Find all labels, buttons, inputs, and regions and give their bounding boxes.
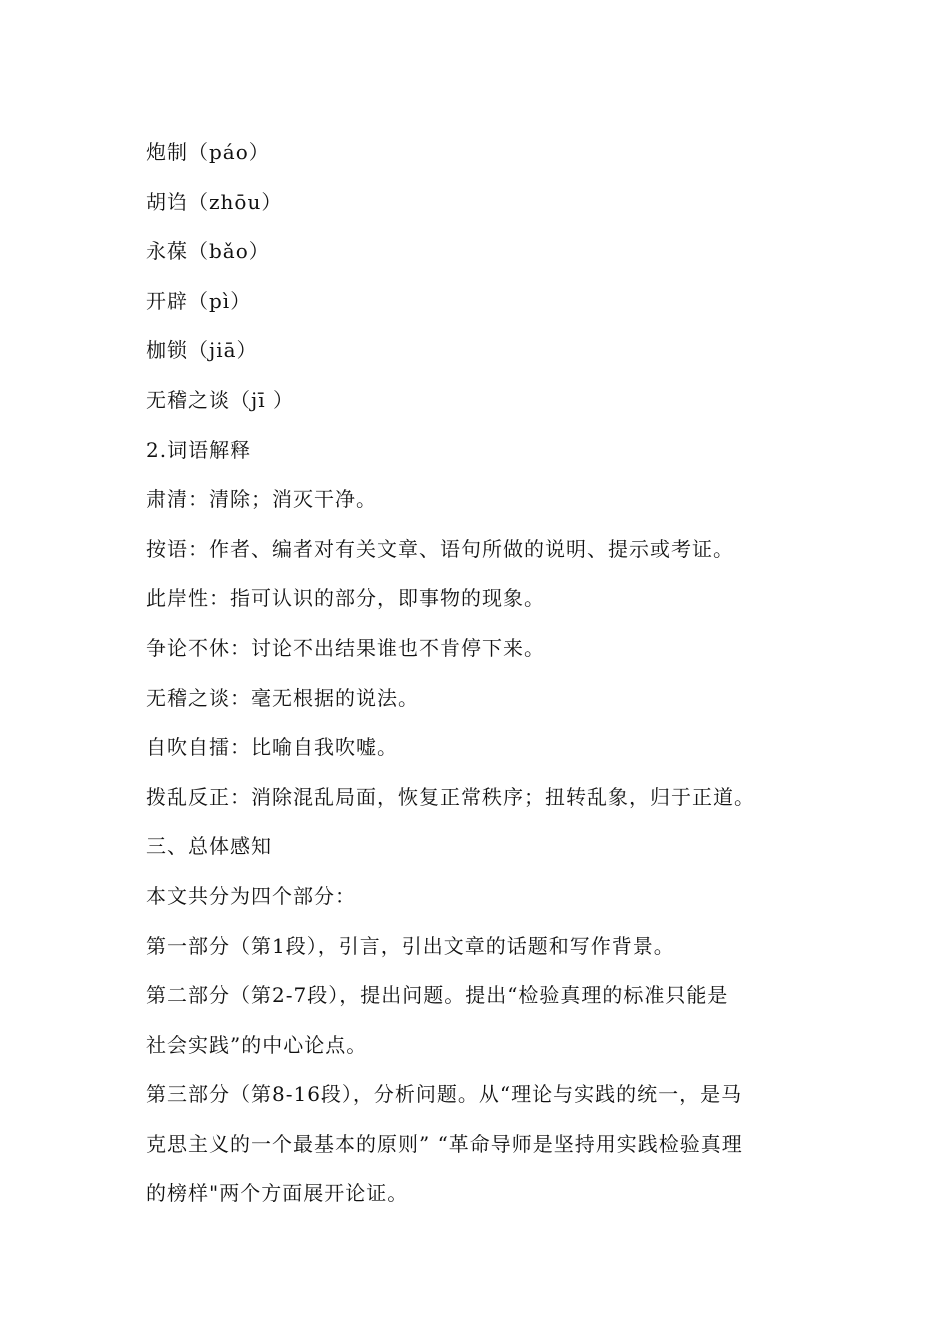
- pinyin-line-kaipi: 开辟（pì）: [146, 288, 252, 313]
- pinyin-line-paozhi: 炮制（páo）: [146, 140, 270, 164]
- paragraph-intro: 本文共分为四个部分：: [146, 883, 356, 908]
- paragraph-part-one: 第一部分（第1段），引言，引出文章的话题和写作背景。: [146, 933, 675, 958]
- paragraph-part-three-line-3: 的榜样"两个方面展开论证。: [146, 1181, 409, 1206]
- pinyin-line-jiasuo: 枷锁（jiā）: [146, 338, 258, 363]
- definition-zichuizilei: 自吹自擂：比喻自我吹嘘。: [146, 735, 398, 760]
- paragraph-part-three-line-2: 克思主义的一个最基本的原则” “革命导师是坚持用实践检验真理: [146, 1131, 743, 1156]
- paragraph-part-two-line-1: 第二部分（第2-7段），提出问题。提出“检验真理的标准只能是: [146, 983, 729, 1008]
- pinyin-line-wujizhitan: 无稽之谈（jī ）: [146, 387, 294, 412]
- paragraph-part-two-line-2: 社会实践”的中心论点。: [146, 1032, 368, 1057]
- section-heading-vocabulary: 2.词语解释: [146, 437, 252, 462]
- definition-zhenglunbuxiu: 争论不休：讨论不出结果谁也不肯停下来。: [146, 635, 545, 660]
- definition-suqing: 肃清：清除；消灭干净。: [146, 487, 377, 512]
- document-body: [146, 128, 826, 1219]
- definition-cianxing: 此岸性：指可认识的部分，即事物的现象。: [146, 586, 545, 611]
- definition-boluanfanzheng: 拨乱反正：消除混乱局面，恢复正常秩序；扭转乱象，归于正道。: [146, 784, 755, 809]
- definition-wujizhitan: 无稽之谈：毫无根据的说法。: [146, 685, 419, 710]
- definition-anyu: 按语：作者、编者对有关文章、语句所做的说明、提示或考证。: [146, 536, 734, 561]
- pinyin-line-huzhou: 胡诌（zhōu）: [146, 189, 283, 214]
- section-heading-overview: 三、总体感知: [146, 834, 272, 859]
- paragraph-part-three-line-1: 第三部分（第8-16段），分析问题。从“理论与实践的统一，是马: [146, 1082, 743, 1107]
- pinyin-line-yongbao: 永葆（bǎo）: [146, 239, 270, 264]
